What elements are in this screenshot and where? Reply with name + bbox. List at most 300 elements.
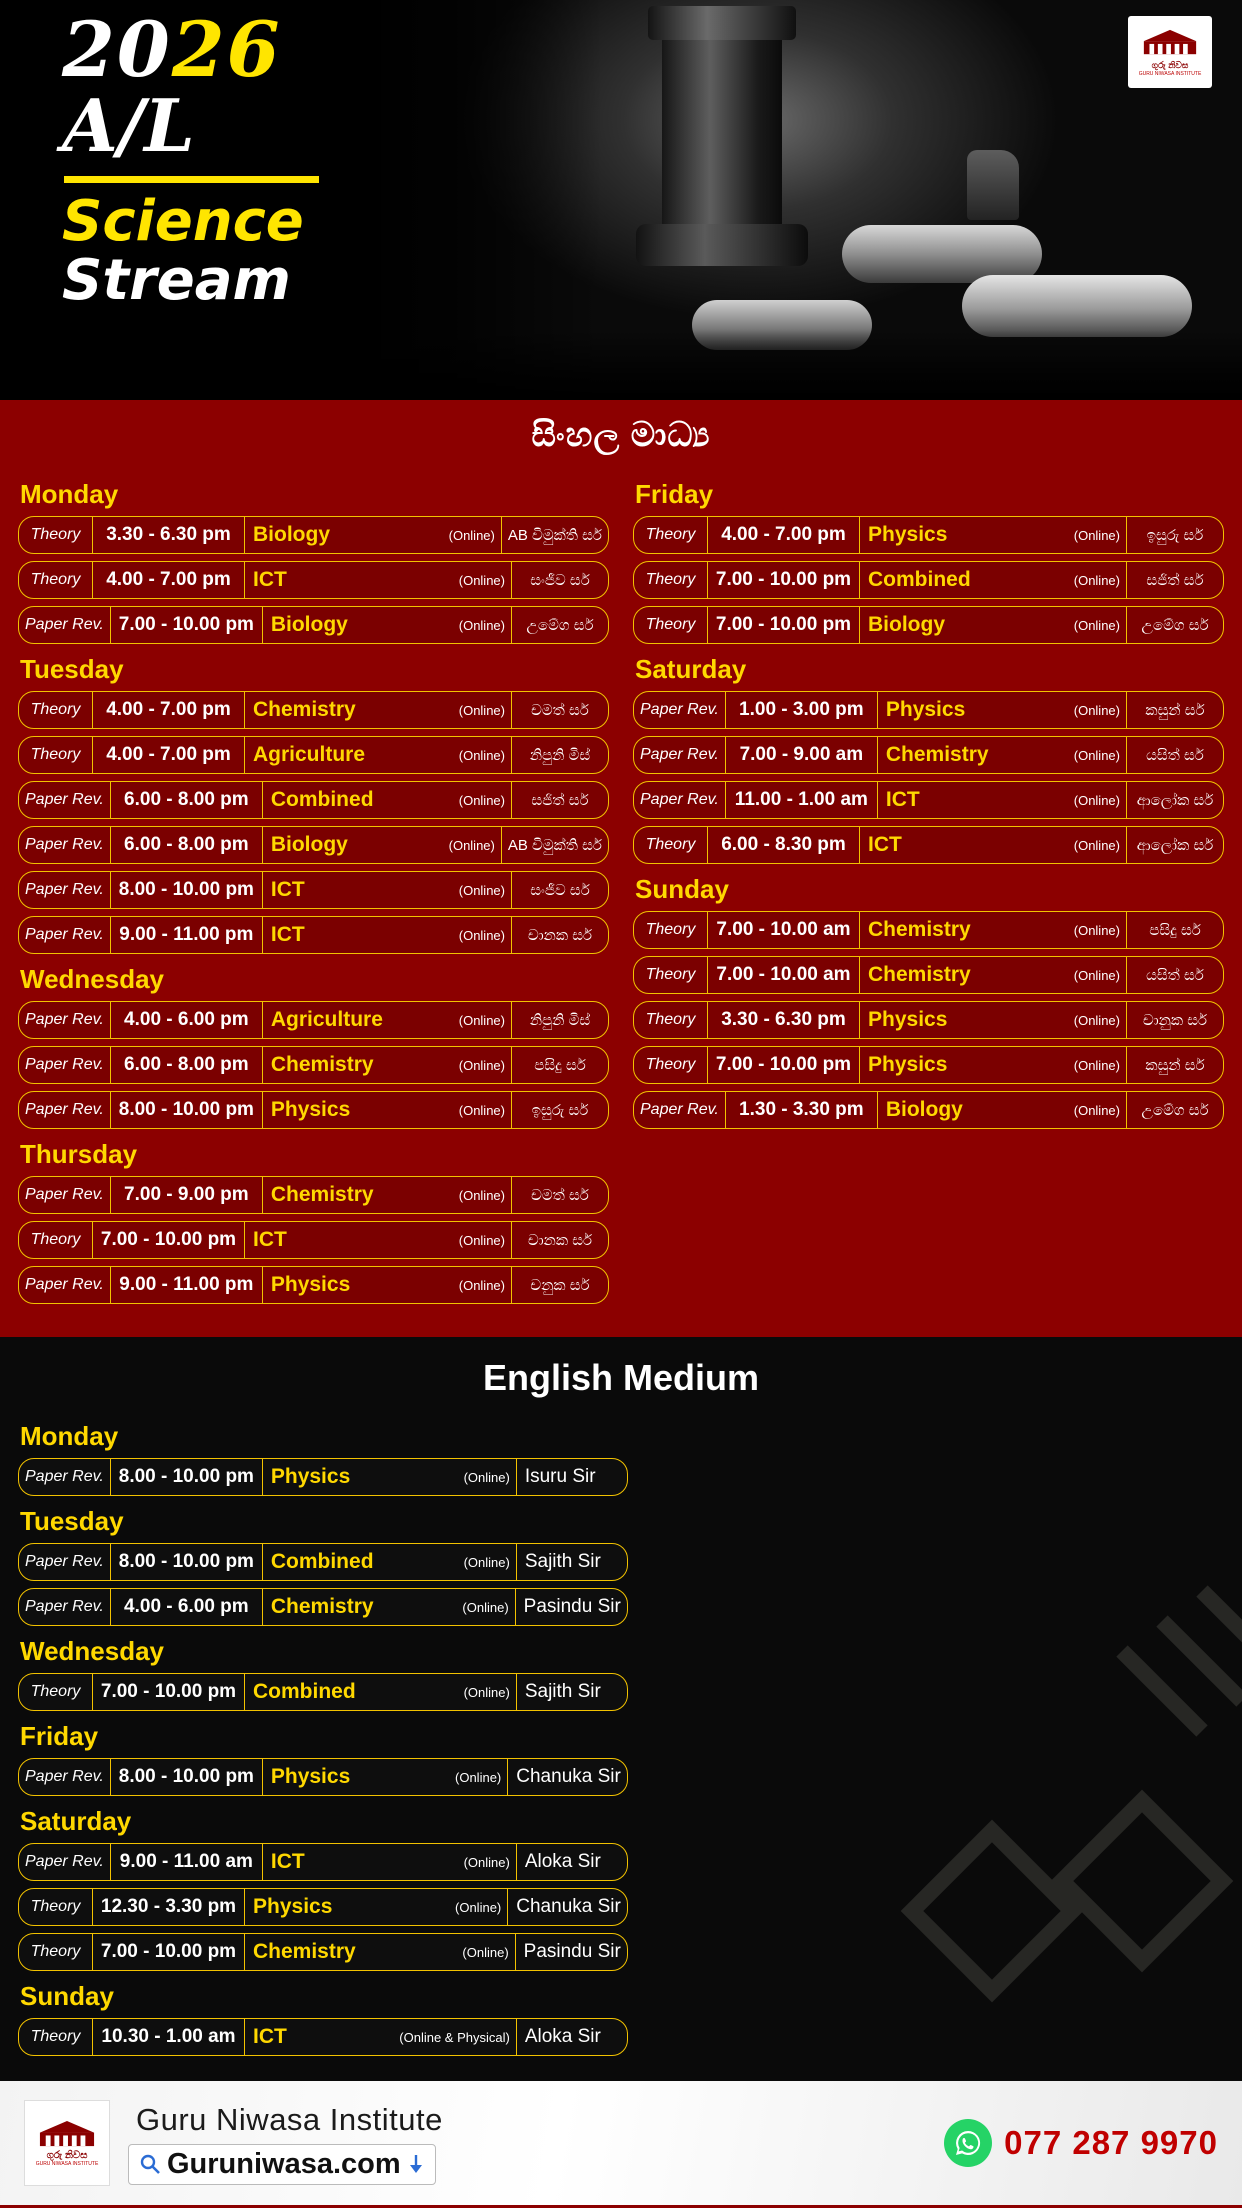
class-teacher: උමේග සර් xyxy=(526,616,594,634)
class-teacher: Aloka Sir xyxy=(524,1851,601,1872)
class-teacher: කසුන් සර් xyxy=(1145,1056,1205,1074)
title-block xyxy=(62,5,392,313)
class-type: Paper Rev. xyxy=(19,1092,111,1128)
footer-info xyxy=(128,2102,926,2185)
class-row[interactable] xyxy=(18,1543,628,1581)
class-type: Paper Rev. xyxy=(19,1759,111,1795)
class-row[interactable] xyxy=(633,561,1224,599)
day-heading: Sunday xyxy=(635,874,729,904)
class-subject: Physics xyxy=(885,698,966,721)
website-url: Guruniwasa.com xyxy=(167,2147,401,2180)
footer-institute-logo xyxy=(24,2100,110,2186)
class-mode: (Online) xyxy=(1073,527,1120,543)
class-subject: Physics xyxy=(270,1273,351,1296)
class-row[interactable] xyxy=(18,1221,609,1259)
class-row[interactable] xyxy=(633,781,1224,819)
subject-mode-group xyxy=(263,1177,512,1213)
logo-subtext: GURU NIWASA INSTITUTE xyxy=(1138,70,1202,77)
class-time: 12.30 - 3.30 pm xyxy=(93,1889,245,1925)
class-time: 9.00 - 11.00 am xyxy=(111,1844,263,1880)
class-teacher: චනුක සර් xyxy=(530,1276,590,1294)
class-teacher: Chanuka Sir xyxy=(516,1766,621,1787)
poster-header xyxy=(0,0,1242,400)
class-teacher: Pasindu Sir xyxy=(523,1941,621,1962)
class-type: Paper Rev. xyxy=(634,692,726,728)
class-teacher: Pasindu Sir xyxy=(523,1596,621,1617)
subject-mode-group xyxy=(860,912,1127,948)
download-arrow-icon xyxy=(407,2154,425,2174)
subject-mode-group xyxy=(263,917,512,953)
subject-mode-group xyxy=(860,517,1127,553)
class-teacher: චානක සර් xyxy=(527,926,593,944)
class-subject: Chemistry xyxy=(868,963,971,986)
subject-mode-group xyxy=(245,1674,517,1710)
class-teacher: ආලෝක සර් xyxy=(1136,791,1214,809)
contact-phone[interactable] xyxy=(944,2119,1218,2167)
english-section-title: English Medium xyxy=(482,1357,759,1398)
footer-logo-text: ගුරු නිවස xyxy=(46,2150,88,2161)
subject-mode-group xyxy=(263,827,502,863)
class-teacher: පසිදු සර් xyxy=(534,1056,586,1074)
class-row[interactable] xyxy=(18,736,609,774)
class-teacher: චානුක සර් xyxy=(1142,1011,1208,1029)
class-row[interactable] xyxy=(633,826,1224,864)
subject-mode-group xyxy=(263,1844,517,1880)
class-type: Theory xyxy=(634,912,708,948)
subject-mode-group xyxy=(860,562,1127,598)
class-time: 8.00 - 10.00 pm xyxy=(111,1759,263,1795)
subject-mode-group xyxy=(878,782,1127,818)
class-time: 7.00 - 10.00 pm xyxy=(93,1674,245,1710)
class-subject: Biology xyxy=(270,833,348,856)
class-teacher: සංජීව සර් xyxy=(530,881,590,899)
class-teacher: ඉසුරු සර් xyxy=(531,1101,589,1119)
class-row[interactable] xyxy=(18,691,609,729)
class-type: Paper Rev. xyxy=(19,1177,111,1213)
class-teacher: Isuru Sir xyxy=(524,1466,596,1487)
class-mode: (Online) xyxy=(1073,702,1120,718)
class-row[interactable] xyxy=(18,1758,628,1796)
class-teacher: සංජීව සර් xyxy=(530,571,590,589)
english-medium-section xyxy=(0,1337,1242,2081)
subject-mode-group xyxy=(245,517,502,553)
class-mode: (Online) xyxy=(448,527,495,543)
class-row[interactable] xyxy=(18,1843,628,1881)
class-mode: (Online) xyxy=(1073,1012,1120,1028)
class-mode: (Online) xyxy=(1073,837,1120,853)
class-time: 1.30 - 3.30 pm xyxy=(726,1092,878,1128)
class-row[interactable] xyxy=(18,1588,628,1626)
class-row[interactable] xyxy=(18,1266,609,1304)
class-row[interactable] xyxy=(18,1001,609,1039)
class-mode: (Online) xyxy=(1073,792,1120,808)
class-row[interactable] xyxy=(18,1458,628,1496)
poster-footer xyxy=(0,2081,1242,2205)
class-type: Paper Rev. xyxy=(19,1589,111,1625)
english-schedule-body xyxy=(0,1421,646,2056)
building-icon xyxy=(38,2119,96,2150)
class-row[interactable] xyxy=(18,916,609,954)
class-mode: (Online) xyxy=(458,747,505,763)
class-type: Paper Rev. xyxy=(19,782,111,818)
class-time: 4.00 - 7.00 pm xyxy=(708,517,860,553)
class-type: Theory xyxy=(19,1934,93,1970)
class-time: 4.00 - 7.00 pm xyxy=(93,562,245,598)
day-heading: Saturday xyxy=(635,654,747,684)
sinhala-medium-section xyxy=(0,400,1242,1337)
class-type: Theory xyxy=(634,517,708,553)
class-type: Paper Rev. xyxy=(634,737,726,773)
class-subject: Combined xyxy=(868,568,971,591)
class-mode: (Online) xyxy=(458,572,505,588)
subject-mode-group xyxy=(860,827,1127,863)
class-mode: (Online & Physical) xyxy=(399,2029,510,2045)
subject-mode-group xyxy=(878,737,1127,773)
class-teacher: Chanuka Sir xyxy=(516,1896,621,1917)
day-heading: Monday xyxy=(20,479,119,509)
class-row[interactable] xyxy=(18,1091,609,1129)
class-row[interactable] xyxy=(633,1046,1224,1084)
decorative-chess-pattern-icon xyxy=(762,1581,1242,2041)
class-type: Theory xyxy=(19,1674,93,1710)
class-type: Paper Rev. xyxy=(19,917,111,953)
class-subject: Agriculture xyxy=(253,743,366,766)
class-subject: ICT xyxy=(270,1850,305,1873)
class-mode: (Online) xyxy=(458,1277,505,1293)
subject-mode-group xyxy=(263,1759,508,1795)
class-time: 7.00 - 10.00 pm xyxy=(111,607,263,643)
class-mode: (Online) xyxy=(463,1469,510,1485)
class-time: 4.00 - 6.00 pm xyxy=(111,1589,263,1625)
subject-mode-group xyxy=(245,692,512,728)
class-mode: (Online) xyxy=(458,1187,505,1203)
class-row[interactable] xyxy=(18,871,609,909)
class-type: Paper Rev. xyxy=(634,782,726,818)
subject-mode-group xyxy=(263,872,512,908)
subject-mode-group xyxy=(263,1092,512,1128)
class-mode: (Online) xyxy=(1073,572,1120,588)
chess-photo xyxy=(362,0,1242,400)
class-type: Theory xyxy=(19,517,93,553)
class-row[interactable] xyxy=(633,911,1224,949)
class-time: 7.00 - 10.00 pm xyxy=(708,562,860,598)
subject-mode-group xyxy=(860,1002,1127,1038)
class-time: 7.00 - 9.00 am xyxy=(726,737,878,773)
class-type: Theory xyxy=(634,1002,708,1038)
class-time: 7.00 - 10.00 am xyxy=(708,957,860,993)
year-part-2: 26 xyxy=(171,5,282,94)
class-type: Paper Rev. xyxy=(19,1002,111,1038)
level-title: A/L xyxy=(62,82,195,168)
subject-mode-group xyxy=(245,2019,517,2055)
class-teacher: නිපුනි මිස් xyxy=(529,746,591,764)
subject-mode-group xyxy=(263,1047,512,1083)
class-row[interactable] xyxy=(18,606,609,644)
class-time: 7.00 - 10.00 pm xyxy=(708,1047,860,1083)
class-subject: Physics xyxy=(270,1765,351,1788)
sinhala-right-column xyxy=(629,469,1228,1311)
subject-mode-group xyxy=(878,692,1127,728)
institute-name: Guru Niwasa Institute xyxy=(136,2101,443,2137)
subject-mode-group xyxy=(245,562,512,598)
class-type: Paper Rev. xyxy=(19,872,111,908)
class-mode: (Online) xyxy=(462,1599,509,1615)
class-subject: Chemistry xyxy=(868,918,971,941)
class-type: Paper Rev. xyxy=(19,1047,111,1083)
subject-mode-group xyxy=(263,1544,517,1580)
class-type: Paper Rev. xyxy=(19,1459,111,1495)
class-subject: ICT xyxy=(270,878,305,901)
class-mode: (Online) xyxy=(463,1854,510,1870)
day-heading: Monday xyxy=(20,1421,119,1451)
chess-rook-icon xyxy=(662,10,782,240)
class-subject: Chemistry xyxy=(885,743,989,766)
class-type: Theory xyxy=(634,562,708,598)
class-time: 7.00 - 10.00 am xyxy=(708,912,860,948)
class-teacher: සජිත් සර් xyxy=(1146,571,1204,589)
subject-mode-group xyxy=(878,1092,1127,1128)
year-title xyxy=(62,5,392,94)
class-time: 4.00 - 7.00 pm xyxy=(93,692,245,728)
class-subject: ICT xyxy=(253,568,287,591)
class-subject: Agriculture xyxy=(270,1008,383,1031)
class-teacher: සජිත් සර් xyxy=(531,791,589,809)
class-mode: (Online) xyxy=(1073,617,1120,633)
class-time: 6.00 - 8.30 pm xyxy=(708,827,860,863)
class-mode: (Online) xyxy=(1073,922,1120,938)
class-time: 7.00 - 10.00 pm xyxy=(93,1934,245,1970)
class-subject: Biology xyxy=(270,613,348,636)
class-teacher: කසුන් සර් xyxy=(1145,701,1205,719)
class-subject: Biology xyxy=(868,613,945,636)
class-teacher: AB විමුක්ති සර් xyxy=(507,836,602,854)
class-mode: (Online) xyxy=(458,927,505,943)
class-type: Paper Rev. xyxy=(19,1267,111,1303)
class-time: 4.00 - 6.00 pm xyxy=(111,1002,263,1038)
class-mode: (Online) xyxy=(1073,1102,1120,1118)
class-subject: Chemistry xyxy=(253,698,356,721)
institute-logo xyxy=(1128,16,1212,88)
class-subject: Physics xyxy=(270,1098,351,1121)
class-row[interactable] xyxy=(633,516,1224,554)
class-time: 7.00 - 9.00 pm xyxy=(111,1177,263,1213)
class-mode: (Online) xyxy=(1073,747,1120,763)
class-subject: ICT xyxy=(868,833,902,856)
subject-mode-group xyxy=(245,737,512,773)
class-row[interactable] xyxy=(18,561,609,599)
stream-title-line1: Science xyxy=(62,188,304,254)
class-time: 10.30 - 1.00 am xyxy=(93,2019,245,2055)
class-subject: Physics xyxy=(868,523,948,546)
class-subject: ICT xyxy=(885,788,920,811)
class-row[interactable] xyxy=(18,516,609,554)
class-subject: Physics xyxy=(868,1008,948,1031)
footer-logo-subtext: GURU NIWASA INSTITUTE xyxy=(35,2161,99,2167)
class-row[interactable] xyxy=(18,1046,609,1084)
class-mode: (Online) xyxy=(458,1232,505,1248)
class-type: Theory xyxy=(634,1047,708,1083)
class-type: Theory xyxy=(19,737,93,773)
class-time: 1.00 - 3.00 pm xyxy=(726,692,878,728)
year-part-1: 20 xyxy=(62,5,172,94)
class-row[interactable] xyxy=(18,2018,628,2056)
subject-mode-group xyxy=(860,607,1127,643)
class-row[interactable] xyxy=(18,1176,609,1214)
class-subject: Combined xyxy=(270,1550,374,1573)
class-mode: (Online) xyxy=(463,1684,510,1700)
search-icon xyxy=(139,2153,161,2175)
class-teacher: ආලෝක සර් xyxy=(1136,836,1214,854)
class-subject: Physics xyxy=(253,1895,333,1918)
class-teacher: චානක සර් xyxy=(527,1231,593,1249)
class-time: 11.00 - 1.00 am xyxy=(726,782,878,818)
subject-mode-group xyxy=(263,1459,517,1495)
class-type: Theory xyxy=(634,957,708,993)
class-subject: Chemistry xyxy=(270,1183,374,1206)
website-link[interactable] xyxy=(128,2144,436,2185)
subject-mode-group xyxy=(245,1889,508,1925)
photo-gradient xyxy=(362,330,1242,400)
class-time: 6.00 - 8.00 pm xyxy=(111,827,263,863)
class-row[interactable] xyxy=(633,1001,1224,1039)
class-teacher: යසිත් සර් xyxy=(1146,966,1204,984)
phone-number: 077 287 9970 xyxy=(1004,2124,1218,2161)
day-heading: Wednesday xyxy=(20,964,165,994)
class-subject: ICT xyxy=(270,923,305,946)
class-type: Paper Rev. xyxy=(19,1544,111,1580)
day-heading: Saturday xyxy=(20,1806,132,1836)
class-row[interactable] xyxy=(18,1933,628,1971)
class-type: Paper Rev. xyxy=(19,827,111,863)
fallen-pawn-icon xyxy=(962,275,1192,337)
class-teacher: උමේග සර් xyxy=(1141,616,1209,634)
class-mode: (Online) xyxy=(458,702,505,718)
class-time: 4.00 - 7.00 pm xyxy=(93,737,245,773)
class-type: Theory xyxy=(634,607,708,643)
class-time: 6.00 - 8.00 pm xyxy=(111,782,263,818)
class-subject: Chemistry xyxy=(253,1940,356,1963)
class-teacher: චමත් සර් xyxy=(531,701,589,719)
class-type: Theory xyxy=(19,692,93,728)
class-time: 7.00 - 10.00 pm xyxy=(93,1222,245,1258)
class-type: Paper Rev. xyxy=(634,1092,726,1128)
class-row[interactable] xyxy=(633,606,1224,644)
class-mode: (Online) xyxy=(458,1102,505,1118)
class-type: Paper Rev. xyxy=(19,607,111,643)
class-teacher: AB විමුක්ති සර් xyxy=(507,526,602,544)
logo-text: ගුරු නිවස xyxy=(1151,59,1189,70)
day-heading: Thursday xyxy=(20,1139,138,1169)
subject-mode-group xyxy=(245,1934,516,1970)
class-time: 8.00 - 10.00 pm xyxy=(111,1459,263,1495)
class-mode: (Online) xyxy=(458,882,505,898)
stream-title-line2: Stream xyxy=(62,247,291,313)
class-type: Theory xyxy=(19,1222,93,1258)
class-row[interactable] xyxy=(633,736,1224,774)
class-subject: Biology xyxy=(885,1098,963,1121)
class-mode: (Online) xyxy=(462,1944,509,1960)
class-subject: Physics xyxy=(868,1053,948,1076)
class-mode: (Online) xyxy=(448,837,495,853)
day-heading: Friday xyxy=(20,1721,99,1751)
class-subject: Combined xyxy=(270,788,374,811)
day-heading: Sunday xyxy=(20,1981,114,2011)
class-mode: (Online) xyxy=(455,1769,502,1785)
class-type: Theory xyxy=(19,2019,93,2055)
class-time: 3.30 - 6.30 pm xyxy=(708,1002,860,1038)
class-subject: Chemistry xyxy=(270,1053,374,1076)
class-mode: (Online) xyxy=(458,792,505,808)
class-teacher: නිපුනි මිස් xyxy=(529,1011,591,1029)
class-teacher: Aloka Sir xyxy=(524,2026,601,2047)
class-teacher: උමේග සර් xyxy=(1141,1101,1209,1119)
subject-mode-group xyxy=(263,1267,512,1303)
class-type: Theory xyxy=(634,827,708,863)
class-row[interactable] xyxy=(633,956,1224,994)
class-type: Paper Rev. xyxy=(19,1844,111,1880)
class-time: 9.00 - 11.00 pm xyxy=(111,917,263,953)
day-heading: Friday xyxy=(635,479,714,509)
building-icon xyxy=(1142,28,1198,58)
class-row[interactable] xyxy=(633,691,1224,729)
class-teacher: යසිත් සර් xyxy=(1146,746,1204,764)
class-row[interactable] xyxy=(633,1091,1224,1129)
sinhala-left-column xyxy=(14,469,613,1311)
day-heading: Tuesday xyxy=(20,1506,124,1536)
class-row[interactable] xyxy=(18,1888,628,1926)
class-subject: Biology xyxy=(253,523,330,546)
class-teacher: පසිදු සර් xyxy=(1149,921,1201,939)
subject-mode-group xyxy=(263,1589,516,1625)
class-row[interactable] xyxy=(18,1673,628,1711)
subject-mode-group xyxy=(263,1002,512,1038)
class-type: Theory xyxy=(19,1889,93,1925)
day-heading: Tuesday xyxy=(20,654,124,684)
class-time: 6.00 - 8.00 pm xyxy=(111,1047,263,1083)
class-mode: (Online) xyxy=(1073,967,1120,983)
class-mode: (Online) xyxy=(458,1057,505,1073)
class-row[interactable] xyxy=(18,826,609,864)
class-type: Theory xyxy=(19,562,93,598)
day-heading: Wednesday xyxy=(20,1636,165,1666)
class-subject: ICT xyxy=(253,2025,287,2048)
class-time: 9.00 - 11.00 pm xyxy=(111,1267,263,1303)
class-mode: (Online) xyxy=(455,1899,502,1915)
class-time: 8.00 - 10.00 pm xyxy=(111,1544,263,1580)
class-teacher: Sajith Sir xyxy=(524,1551,601,1572)
class-subject: Chemistry xyxy=(270,1595,374,1618)
class-mode: (Online) xyxy=(1073,1057,1120,1073)
chess-knight-icon xyxy=(967,150,1019,220)
class-time: 7.00 - 10.00 pm xyxy=(708,607,860,643)
subject-mode-group xyxy=(245,1222,512,1258)
class-mode: (Online) xyxy=(458,1012,505,1028)
class-time: 3.30 - 6.30 pm xyxy=(93,517,245,553)
class-subject: ICT xyxy=(253,1228,287,1251)
title-divider xyxy=(64,176,319,183)
class-teacher: Sajith Sir xyxy=(524,1681,601,1702)
subject-mode-group xyxy=(860,957,1127,993)
class-mode: (Online) xyxy=(463,1554,510,1570)
class-subject: Physics xyxy=(270,1465,351,1488)
class-time: 8.00 - 10.00 pm xyxy=(111,1092,263,1128)
sinhala-section-title: සිංහල මාධ්‍ය xyxy=(531,416,711,454)
class-teacher: චමත් සර් xyxy=(531,1186,589,1204)
class-mode: (Online) xyxy=(458,617,505,633)
class-row[interactable] xyxy=(18,781,609,819)
subject-mode-group xyxy=(263,782,512,818)
subject-mode-group xyxy=(860,1047,1127,1083)
